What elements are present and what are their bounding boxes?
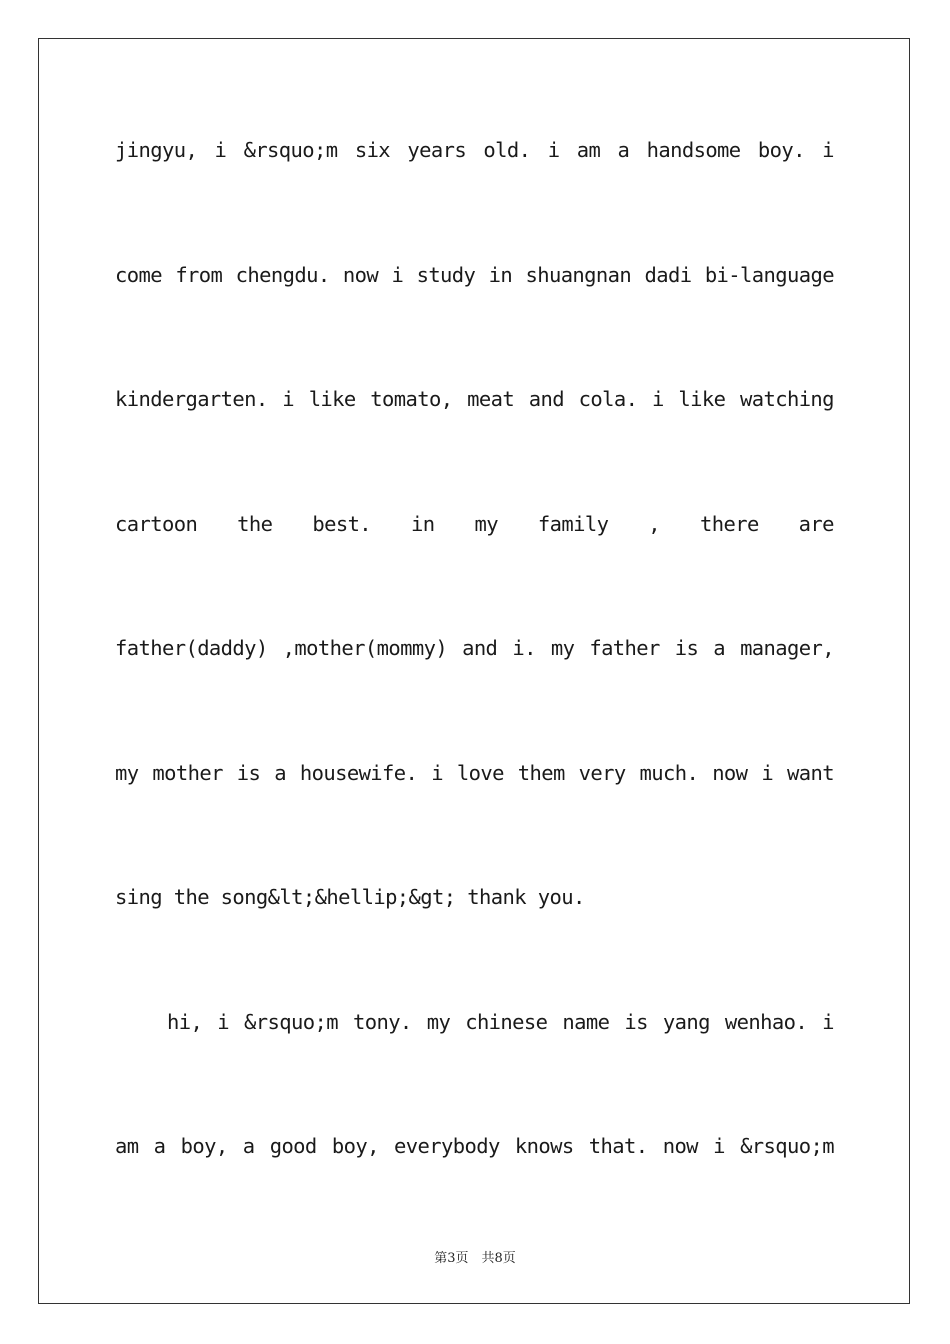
word: from: [175, 262, 223, 287]
word: cartoon: [115, 511, 198, 536]
word: is: [236, 760, 261, 785]
paragraph-first-line: [115, 1000, 834, 1125]
word: meat: [467, 387, 515, 411]
word: old.: [483, 138, 531, 162]
word: my: [426, 1009, 451, 1034]
word: kindergarten.: [115, 387, 268, 411]
word: i: [282, 387, 295, 411]
word: a: [153, 1134, 166, 1158]
word: very: [578, 760, 626, 785]
word: chinese: [465, 1009, 548, 1034]
document-body: [115, 128, 834, 1249]
word: dadi: [644, 262, 692, 287]
word: in: [411, 511, 435, 536]
word: father(daddy): [115, 636, 268, 660]
word: best.: [312, 511, 372, 536]
word: am: [576, 138, 601, 162]
word: in: [488, 262, 513, 287]
page-number-footer: 第3页 共8页: [434, 1251, 516, 1266]
word: i: [822, 1009, 834, 1034]
text-line: [115, 626, 834, 751]
word: cola.: [578, 387, 638, 411]
word: knows: [514, 1134, 574, 1158]
word: my: [550, 636, 575, 660]
word: father: [589, 636, 660, 660]
word: boy,: [331, 1134, 379, 1158]
word: now: [662, 1134, 698, 1158]
word: chengdu.: [235, 262, 330, 287]
word: i: [822, 138, 834, 162]
word: much.: [639, 760, 699, 785]
word: i: [431, 760, 443, 785]
word: manager,: [740, 636, 834, 660]
word: am: [115, 1134, 139, 1158]
word: and: [462, 636, 498, 660]
word: a: [713, 636, 726, 660]
word: yang: [662, 1009, 710, 1034]
word: a: [242, 1134, 255, 1158]
word: i: [217, 1009, 229, 1034]
word: tomato,: [370, 387, 453, 411]
word: i: [651, 387, 664, 411]
word: that.: [588, 1134, 648, 1158]
text-line: [115, 751, 834, 876]
word: six: [354, 138, 391, 162]
word: i: [761, 760, 774, 785]
word: like: [678, 387, 726, 411]
word: name: [562, 1009, 610, 1034]
word: wenhao.: [724, 1009, 808, 1034]
word: good: [269, 1134, 317, 1158]
word: watching: [739, 387, 834, 411]
word: jingyu,: [115, 138, 198, 162]
word: now: [342, 262, 379, 287]
word: is: [674, 636, 699, 660]
word: and: [528, 387, 564, 411]
word: i: [547, 138, 560, 162]
word: like: [308, 387, 356, 411]
text-line: [115, 128, 834, 253]
word: there: [700, 511, 759, 536]
word: hi,: [167, 1009, 203, 1034]
word: everybody: [394, 1134, 500, 1158]
word: &rsquo;m: [244, 1009, 338, 1034]
word: boy,: [180, 1134, 228, 1158]
word: them: [517, 760, 565, 785]
word: handsome: [646, 138, 741, 162]
word: the: [237, 511, 273, 536]
word: i: [391, 262, 404, 287]
word: ,: [648, 511, 661, 536]
text-line: [115, 253, 834, 378]
word: love: [456, 760, 504, 785]
text-line: [115, 1124, 834, 1249]
word: bi-language: [704, 262, 834, 287]
word: come: [115, 262, 162, 287]
word: want: [787, 760, 834, 785]
word: is: [624, 1009, 648, 1034]
word: i: [214, 138, 227, 162]
word: study: [416, 262, 476, 287]
word: tony.: [352, 1009, 412, 1034]
word: shuangnan: [525, 262, 632, 287]
word: family: [537, 511, 609, 536]
word: years: [407, 138, 467, 162]
word: mother: [152, 760, 223, 785]
text-line: [115, 502, 834, 627]
word: a: [274, 760, 286, 785]
word: ,mother(mommy): [282, 636, 448, 660]
word: i.: [512, 636, 536, 660]
word: are: [798, 511, 834, 536]
word: my: [474, 511, 498, 536]
word: boy.: [757, 138, 805, 162]
word: my: [115, 760, 139, 785]
word: now: [712, 760, 748, 785]
word: &rsquo;m: [740, 1134, 834, 1158]
text-line: [115, 377, 834, 502]
word: housewife.: [299, 760, 418, 785]
text-line: sing the song&lt;&hellip;&gt; thank you.: [115, 885, 585, 909]
word: i: [713, 1134, 725, 1158]
word: a: [617, 138, 630, 162]
word: &rsquo;m: [243, 138, 338, 162]
